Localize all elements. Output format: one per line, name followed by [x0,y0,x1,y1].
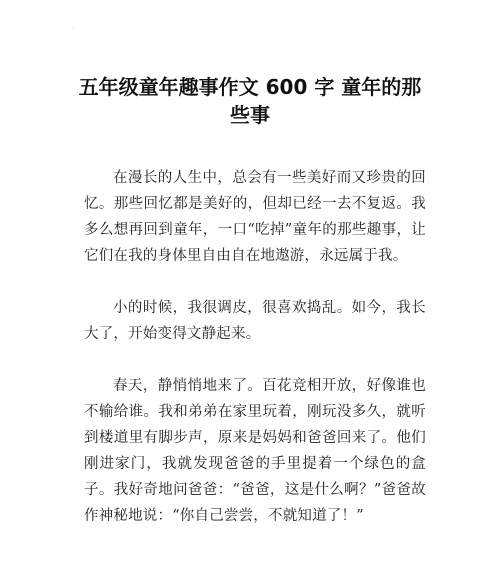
paragraph-1: 在漫长的人生中，总会有一些美好而又珍贵的回忆。那些回忆都是美好的，但却已经一去不复返。我多么想再回到童年，一口“吃掉”童年的那些趣事，让它们在我的身体里自由自在地遨游，永远属于我。 [84,170,426,264]
document-title: 五年级童年趣事作文 600 字 童年的那些事 [78,75,422,128]
corner-mark: · [72,26,74,33]
paragraph-2: 小的时候，我很调皮，很喜欢捣乱。如今，我长大了，开始变得文静起来。 [84,300,426,342]
paragraph-3: 春天，静悄悄地来了。百花竞相开放，好像谁也不输给谁。我和弟弟在家里玩着，刚玩没多久，就听到楼道里有脚步声，原来是妈妈和爸爸回来了。他们刚进家门，我就发现爸爸的手里提着一个绿色的盒子。我好奇地问爸爸：“爸爸，这是什么啊？”爸爸故作神秘地说：“你自己尝尝，不就知道了！” [84,378,426,524]
document-body [84,165,426,555]
